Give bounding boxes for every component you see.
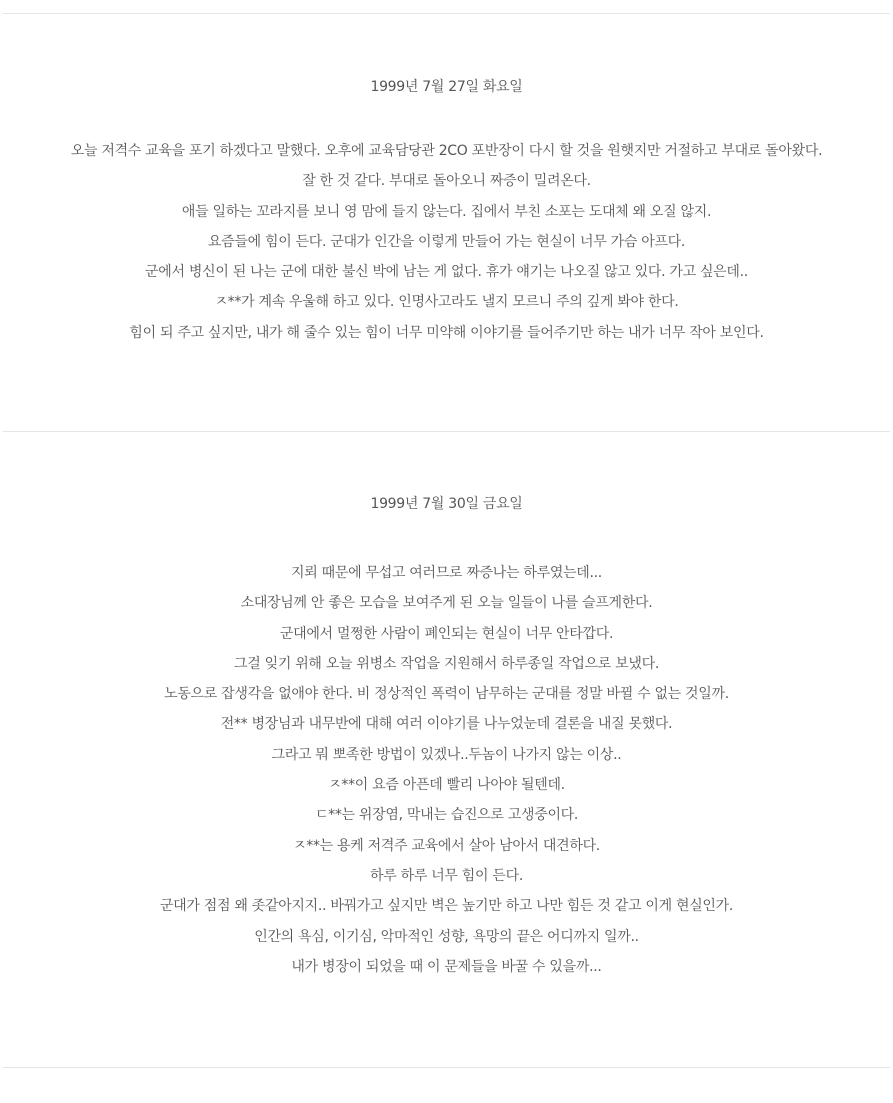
- entry-date: 1999년 7월 30일 금요일: [370, 496, 523, 512]
- entry-line: 하루 하루 너무 힘이 든다.: [370, 867, 523, 884]
- entry-line: 요즘들에 힘이 든다. 군대가 인간을 이렇게 만들어 가는 현실이 너무 가슴 아프다.: [207, 233, 686, 250]
- entry-line: 군대에서 멀쩡한 사람이 폐인되는 현실이 너무 안타깝다.: [279, 625, 614, 642]
- entry-line: ㄷ**는 위장염, 막내는 습진으로 고생중이다.: [314, 807, 579, 824]
- entry-line: 오늘 저격수 교육을 포기 하겠다고 말했다. 오후에 교육담당관 2CO 포반장이 다시 할 것을 원햇지만 거절하고 부대로 돌아왔다.: [70, 143, 823, 159]
- top-divider: [3, 13, 890, 14]
- entry-line: 잘 한 것 같다. 부대로 돌아오니 짜증이 밀려온다.: [302, 173, 591, 190]
- entry-body: [0, 136, 893, 348]
- diary-entry-2: [0, 494, 893, 982]
- entry-line: 내가 병장이 되었을 때 이 문제들을 바꿀 수 있을까...: [291, 958, 602, 975]
- entry-date: 1999년 7월 27일 화요일: [370, 79, 523, 95]
- entry-line: 힘이 되 주고 싶지만, 내가 해 줄수 있는 힘이 너무 미약해 이야기를 들어주기만 하는 내가 너무 작아 보인다.: [129, 324, 764, 341]
- entry-divider: [3, 431, 890, 432]
- entry-line: 애들 일하는 꼬라지를 보니 영 맘에 들지 않는다. 집에서 부친 소포는 도대체 왜 오질 않지.: [181, 203, 712, 220]
- entry-line: 인간의 욕심, 이기심, 악마적인 성향, 욕망의 끝은 어디까지 일까..: [254, 928, 639, 945]
- entry-line: 군대가 점점 왜 좃같아지지.. 바꿔가고 싶지만 벽은 높기만 하고 나만 힘든 것 같고 이게 현실인가.: [159, 898, 734, 915]
- bottom-divider: [3, 1067, 890, 1068]
- entry-line: 그걸 잊기 위해 오늘 위병소 작업을 지원해서 하루종일 작업으로 보냈다.: [234, 655, 659, 672]
- entry-line: 군에서 병신이 된 나는 군에 대한 불신 박에 남는 게 없다. 휴가 얘기는 나오질 않고 있다. 가고 싶은데..: [145, 264, 748, 281]
- entry-line: 소대장님께 안 좋은 모습을 보여주게 된 오늘 일들이 나를 슬프게한다.: [240, 595, 653, 612]
- entry-line: 전** 병장님과 내무반에 대해 여러 이야기를 나누었눈데 결론을 내질 못했다.: [220, 716, 673, 733]
- entry-line: 지뢰 때문에 무섭고 여러므로 짜증나는 하루였는데...: [291, 565, 602, 581]
- diary-entry-1: [0, 77, 893, 348]
- entry-line: 노동으로 잡생각을 없애야 한다. 비 정상적인 폭력이 남무하는 군대를 정말 바뀔 수 없는 것일까.: [164, 686, 729, 703]
- entry-line: ㅈ**는 용케 저격주 교육에서 살아 남아서 대견하다.: [293, 837, 600, 854]
- entry-line: ㅈ**가 계속 우울해 하고 있다. 인명사고라도 낼지 모르니 주의 깊게 봐야 한다.: [214, 294, 679, 311]
- entry-line: ㅈ**이 요즘 아픈데 빨리 나아야 될텐데.: [328, 777, 565, 794]
- entry-body: [0, 558, 893, 982]
- entry-line: 그라고 뭐 뽀족한 방법이 있겠나..두놈이 나가지 않는 이상..: [271, 746, 622, 763]
